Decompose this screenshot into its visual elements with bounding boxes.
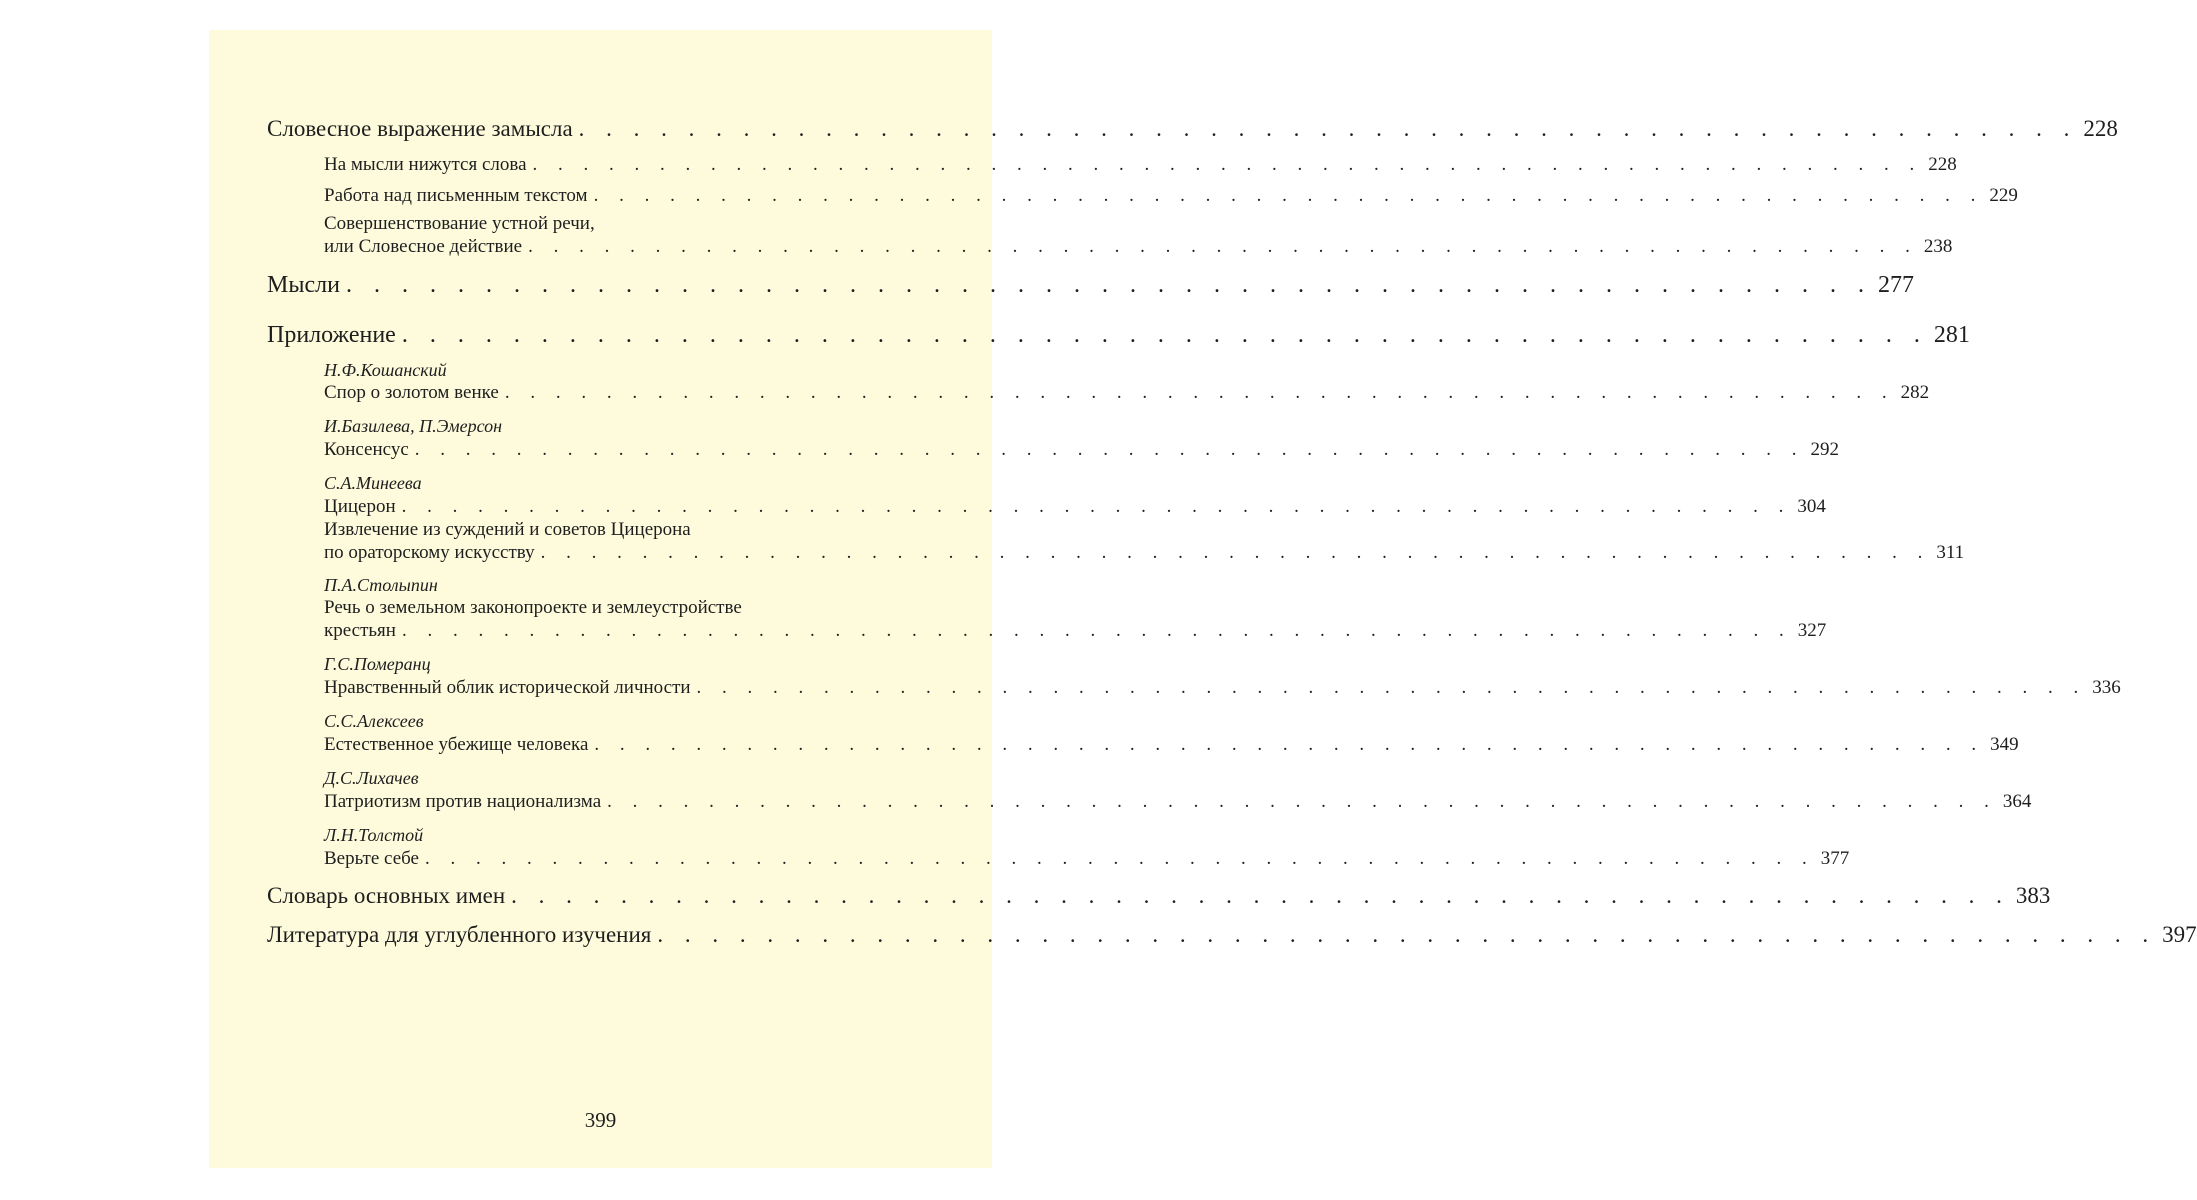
toc-author: П.А.Столыпин bbox=[324, 575, 438, 595]
toc-entry-title: крестьян bbox=[324, 620, 396, 641]
toc-entry-title: Словарь основных имен bbox=[267, 883, 506, 908]
toc-leader-dots: . . . . . . . . . . . . . . . . . . . . . . . . . . . . . . . . . . . . . . . . . . . . . . . . . . . . . . . bbox=[504, 382, 1895, 403]
toc-entry-page: 364 bbox=[2002, 791, 2032, 812]
toc-author: Н.Ф.Кошанский bbox=[324, 360, 447, 380]
toc-leader-dots: . . . . . . . . . . . . . . . . . . . . . . . . . . . . . . . . . . . . . . . . . . . . . . . . . . . . . . . bbox=[401, 496, 1792, 517]
toc-entry bbox=[324, 620, 1827, 642]
toc-entry bbox=[267, 116, 2118, 142]
toc-entry bbox=[267, 922, 2197, 948]
toc-entry-title: Верьте себе bbox=[324, 848, 419, 869]
toc-author: И.Базилева, П.Эмерсон bbox=[324, 416, 503, 436]
toc-entry bbox=[324, 236, 1953, 258]
toc-leader-dots: . . . . . . . . . . . . . . . . . . . . . . . . . . . . . . . . . . . . . . . . . . . . . . . . . . . . . . . bbox=[424, 848, 1815, 869]
toc-entry-title-line: Совершенствование устной речи, bbox=[324, 213, 595, 234]
toc-author: С.А.Минеева bbox=[324, 473, 422, 493]
toc-entry-title: Нравственный облик исторической личности bbox=[324, 677, 691, 698]
toc-leader-dots: . . . . . . . . . . . . . . . . . . . . . . . . . . . . . . . . . . . . . . . . . . . . . . . . . . . . . . . bbox=[511, 883, 2010, 908]
toc-entry-page: 228 bbox=[1928, 154, 1957, 175]
toc-leader-dots: . . . . . . . . . . . . . . . . . . . . . . . . . . . . . . . . . . . . . . . . . . . . . . . . . . . . . . . bbox=[578, 116, 2078, 141]
toc-entry-page: 282 bbox=[1900, 382, 1930, 403]
toc-entry-title: Спор о золотом венке bbox=[324, 382, 499, 403]
toc-entry-title: по ораторскому искусству bbox=[324, 542, 535, 563]
toc-entry-page: 349 bbox=[1990, 734, 2019, 755]
toc-entry-title: или Словесное действие bbox=[324, 236, 523, 257]
toc-entry bbox=[324, 154, 1957, 176]
toc-leader-dots: . . . . . . . . . . . . . . . . . . . . . . . . . . . . . . . . . . . . . . . . . . . . . . . . . . . . . . . bbox=[414, 439, 1805, 460]
toc-leader-dots: . . . . . . . . . . . . . . . . . . . . . . . . . . . . . . . . . . . . . . . . . . . . . . . . . . . . . . . bbox=[532, 154, 1923, 175]
toc-entry-page: 229 bbox=[1989, 185, 2018, 206]
toc-entry bbox=[324, 439, 1840, 461]
toc-entry-title: Мысли bbox=[267, 272, 340, 298]
toc-entry-page: 397 bbox=[2162, 922, 2197, 947]
toc-author: С.С.Алексеев bbox=[324, 711, 424, 731]
toc-entry-page: 292 bbox=[1810, 439, 1840, 460]
toc-leader-dots: . . . . . . . . . . . . . . . . . . . . . . . . . . . . . . . . . . . . . . . . . . . . . . . . . . . . . . . bbox=[540, 542, 1931, 563]
toc-entry-title: Литература для углубленного изучения bbox=[267, 922, 652, 947]
toc-entry-title-line: Речь о земельном законопроекте и землеустройстве bbox=[324, 597, 742, 618]
toc-entry-page: 277 bbox=[1877, 272, 1914, 298]
toc-entry bbox=[267, 322, 1970, 349]
toc-entry-title-line: Извлечение из суждений и советов Цицерона bbox=[324, 519, 691, 540]
toc-author: Г.С.Померанц bbox=[324, 654, 431, 674]
toc-entry bbox=[267, 883, 2051, 909]
toc-entry-title: Работа над письменным текстом bbox=[324, 185, 588, 206]
toc-entry-title: Патриотизм против национализма bbox=[324, 791, 602, 812]
book-page bbox=[209, 30, 2197, 1168]
toc-entry bbox=[324, 496, 1826, 518]
toc-entry-title: Естественное убежище человека bbox=[324, 734, 589, 755]
toc-entry-title: Консенсус bbox=[324, 439, 409, 460]
toc-entry-page: 228 bbox=[2083, 116, 2118, 141]
toc-entry-title: Приложение bbox=[267, 322, 396, 348]
toc-leader-dots: . . . . . . . . . . . . . . . . . . . . . . . . . . . . . . . . . . . . . . . . . . . . . . . . . . . . . . . bbox=[657, 922, 2157, 947]
toc-entry bbox=[324, 542, 1965, 564]
toc-author: Д.С.Лихачев bbox=[324, 768, 419, 788]
toc-entry-page: 336 bbox=[2092, 677, 2121, 698]
toc-leader-dots: . . . . . . . . . . . . . . . . . . . . . . . . . . . . . . . . . . . . . . . . . . . . . . . . . . . . . . . bbox=[401, 322, 1928, 348]
toc-leader-dots: . . . . . . . . . . . . . . . . . . . . . . . . . . . . . . . . . . . . . . . . . . . . . . . . . . . . . . . bbox=[401, 620, 1792, 641]
toc-author: Л.Н.Толстой bbox=[324, 825, 424, 845]
table-of-contents bbox=[209, 30, 2197, 1168]
toc-entry bbox=[324, 848, 1850, 870]
toc-entry-title: Цицерон bbox=[324, 496, 396, 517]
toc-entry-page: 281 bbox=[1933, 322, 1970, 348]
toc-entry-page: 377 bbox=[1820, 848, 1850, 869]
toc-entry-page: 238 bbox=[1923, 236, 1953, 257]
toc-entry-page: 327 bbox=[1797, 620, 1827, 641]
toc-entry bbox=[324, 185, 2018, 207]
toc-leader-dots: . . . . . . . . . . . . . . . . . . . . . . . . . . . . . . . . . . . . . . . . . . . . . . . . . . . . . . . bbox=[594, 734, 1985, 755]
toc-leader-dots: . . . . . . . . . . . . . . . . . . . . . . . . . . . . . . . . . . . . . . . . . . . . . . . . . . . . . . . bbox=[345, 272, 1872, 298]
toc-entry-title: На мысли нижутся слова bbox=[324, 154, 527, 175]
toc-entry-page: 311 bbox=[1936, 542, 1965, 563]
toc-entry bbox=[324, 791, 2032, 813]
page-number: 399 bbox=[584, 1108, 617, 1132]
toc-leader-dots: . . . . . . . . . . . . . . . . . . . . . . . . . . . . . . . . . . . . . . . . . . . . . . . . . . . . . . . bbox=[593, 185, 1984, 206]
toc-entry bbox=[267, 272, 1914, 299]
toc-entry bbox=[324, 677, 2121, 699]
toc-entry-page: 383 bbox=[2015, 883, 2051, 908]
toc-entry-page: 304 bbox=[1797, 496, 1826, 517]
toc-entry bbox=[324, 382, 1930, 404]
toc-entry bbox=[324, 734, 2019, 756]
toc-leader-dots: . . . . . . . . . . . . . . . . . . . . . . . . . . . . . . . . . . . . . . . . . . . . . . . . . . . . . . . bbox=[607, 791, 1997, 812]
toc-entry-title: Словесное выражение замысла bbox=[267, 116, 573, 141]
toc-leader-dots: . . . . . . . . . . . . . . . . . . . . . . . . . . . . . . . . . . . . . . . . . . . . . . . . . . . . . . . bbox=[528, 236, 1918, 257]
toc-leader-dots: . . . . . . . . . . . . . . . . . . . . . . . . . . . . . . . . . . . . . . . . . . . . . . . . . . . . . . . bbox=[696, 677, 2087, 698]
